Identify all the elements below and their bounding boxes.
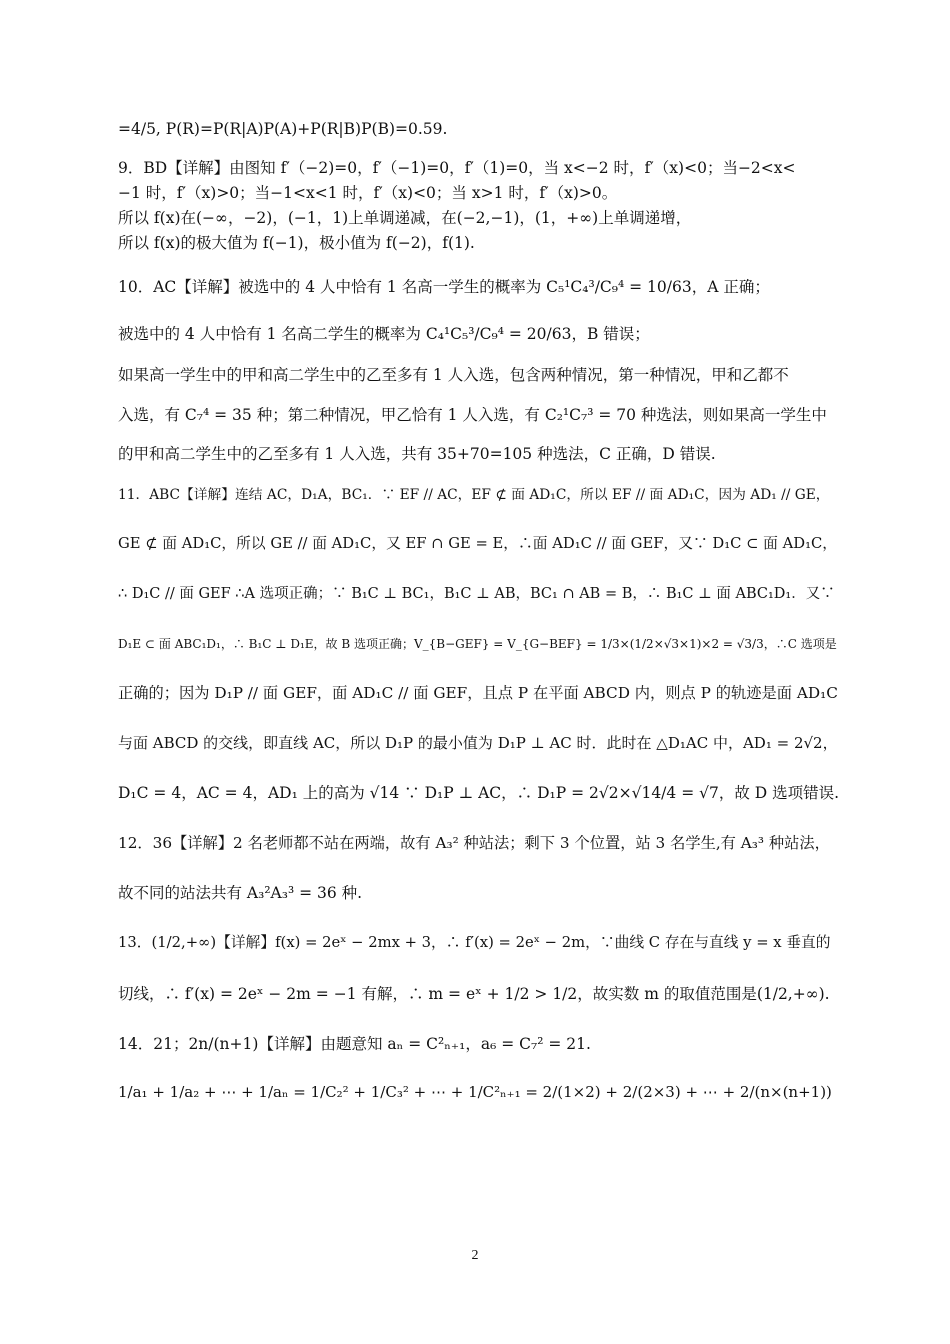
text-line: ∴ D₁C // 面 GEF ∴A 选项正确；∵ B₁C ⊥ BC₁，B₁C ⊥ AB，BC₁ ∩ AB = B，∴ B₁C ⊥ 面 ABC₁D₁．又∵	[118, 586, 835, 602]
text-line: 与面 ABCD 的交线，即直线 AC，所以 D₁P 的最小值为 D₁P ⊥ AC 时．此时在 △D₁AC 中，AD₁ = 2√2，	[118, 734, 838, 752]
text-line: 12．36【详解】2 名老师都不站在两端，故有 A₃² 种站法；剩下 3 个位置，站 3 名学生,有 A₃³ 种站法，	[118, 834, 830, 852]
text-line: 10．AC【详解】被选中的 4 人中恰有 1 名高一学生的概率为 C₅¹C₄³/C₉⁴ = 10/63，A 正确；	[118, 278, 770, 296]
text-line: 入选，有 C₇⁴ = 35 种；第二种情况，甲乙恰有 1 人入选，有 C₂¹C₇³ = 70 种选法，则如果高一学生中	[118, 406, 827, 424]
text-line: 的甲和高二学生中的乙至多有 1 人入选，共有 35+70=105 种选法，C 正确，D 错误.	[118, 445, 716, 463]
text-line: 如果高一学生中的甲和高二学生中的乙至多有 1 人入选，包含两种情况，第一种情况，甲和乙都不	[118, 366, 789, 384]
text-line: 切线，∴ f′(x) = 2eˣ − 2m = −1 有解，∴ m = eˣ + 1/2 > 1/2，故实数 m 的取值范围是(1/2,+∞).	[118, 985, 830, 1003]
page-number: 2	[471, 1248, 479, 1263]
text-line: D₁E ⊂ 面 ABC₁D₁，∴ B₁C ⊥ D₁E，故 B 选项正确；V_{B−GEF} = V_{G−BEF} = 1/3×(1/2×√3×1)×2 = √3/3，∴C 选项是	[118, 637, 837, 651]
text-line: 正确的；因为 D₁P // 面 GEF，面 AD₁C // 面 GEF，且点 P 在平面 ABCD 内，则点 P 的轨迹是面 AD₁C	[118, 684, 838, 702]
text-line: 11．ABC【详解】连结 AC，D₁A，BC₁．∵ EF // AC，EF ⊄ 面 AD₁C，所以 EF // 面 AD₁C，因为 AD₁ // GE，	[118, 487, 830, 503]
text-line: 被选中的 4 人中恰有 1 名高二学生的概率为 C₄¹C₅³/C₉⁴ = 20/63，B 错误；	[118, 325, 650, 343]
text-line: 所以 f(x)的极大值为 f(−1)，极小值为 f(−2)，f(1).	[118, 234, 475, 252]
text-line: 14．21；2n/(n+1)【详解】由题意知 aₙ = C²ₙ₊₁，a₆ = C₇² = 21.	[118, 1035, 591, 1053]
text-line: D₁C = 4，AC = 4，AD₁ 上的高为 √14 ∵ D₁P ⊥ AC，∴ D₁P = 2√2×√14/4 = √7，故 D 选项错误.	[118, 784, 840, 802]
text-line: 9．BD【详解】由图知 f′（−2)=0，f′（−1)=0，f′（1)=0，当 x<−2 时，f′（x)<0；当−2<x<	[118, 159, 796, 177]
text-line: −1 时，f′（x)>0；当−1<x<1 时，f′（x)<0；当 x>1 时，f′（x)>0。	[118, 184, 618, 202]
text-line: 13．(1/2,+∞)【详解】f(x) = 2eˣ − 2mx + 3，∴ f′(x) = 2eˣ − 2m，∵曲线 C 存在与直线 y = x 垂直的	[118, 934, 831, 951]
text-line: GE ⊄ 面 AD₁C，所以 GE // 面 AD₁C，又 EF ∩ GE = E，∴面 AD₁C // 面 GEF，又∵ D₁C ⊂ 面 AD₁C，	[118, 535, 838, 552]
text-line: 所以 f(x)在(−∞，−2)，(−1，1)上单调递减，在(−2,−1)，(1，+∞)上单调递增，	[118, 209, 692, 227]
text-line: =4/5, P(R)=P(R|A)P(A)+P(R|B)P(B)=0.59.	[118, 120, 448, 138]
text-line: 故不同的站法共有 A₃²A₃³ = 36 种.	[118, 884, 363, 902]
text-line: 1/a₁ + 1/a₂ + ⋯ + 1/aₙ = 1/C₂² + 1/C₃² + ⋯ + 1/C²ₙ₊₁ = 2/(1×2) + 2/(2×3) + ⋯ + 2/(n×(n+1))	[118, 1083, 832, 1101]
